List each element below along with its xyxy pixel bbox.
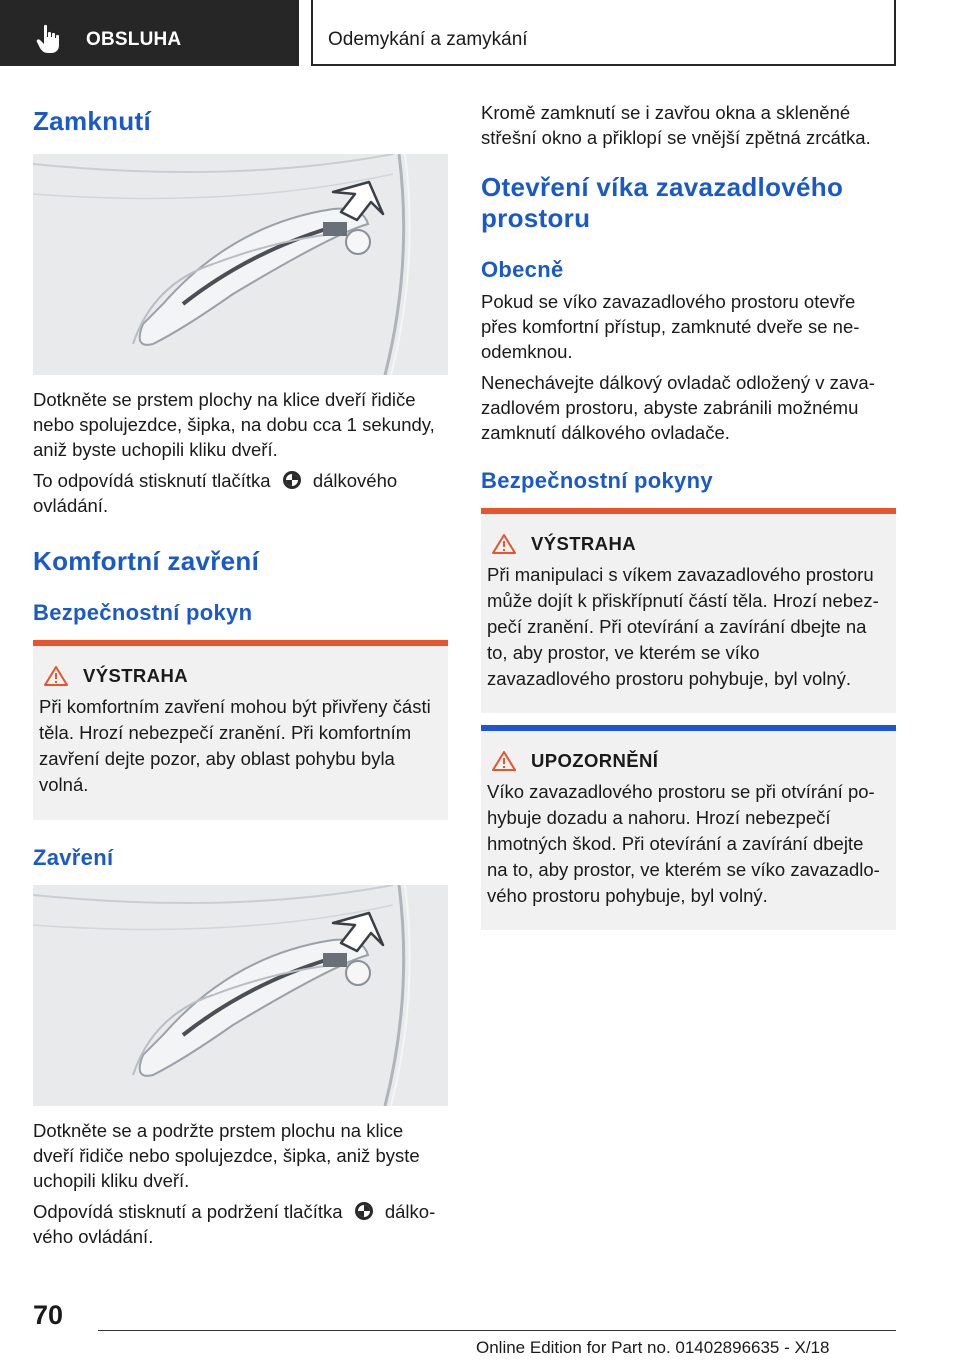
warning-body-right: Při manipulaci s víkem zavazadlového prostoru může dojít k přiskřípnutí částí těla. Hrozí nebezpečí zranění. Při otevírání a zavírání dbejte na to, aby prostor, ve kterém se víko zavazadlového prostoru pohybuje, byl volný. [487,564,879,689]
heading-zavreni: Zavření [33,845,114,870]
notice-title: UPOZORNĚNÍ [531,750,659,771]
heading-bezpecnostni-pokyny: Bezpečnostní pokyny [481,468,713,493]
notice-body: Víko zavazadlového prostoru se při otvírání pohybuje dozadu a nahoru. Hrozí nebezpečí hmotných škod. Při otevírání a zavírání dbejte na to, aby prostor, ve kterém se víko zavazadlového prostoru pohybuje, byl volný. [487,781,880,906]
left-column [33,100,448,1249]
warning-title-right: VÝSTRAHA [531,533,636,554]
paragraph-obecne-1: Pokud se víko zavazadlového prostoru otevře přes komfortní přístup, zamknuté dveře se neodemknou. [481,291,860,362]
bmw-lock-button-icon-2 [354,1201,374,1221]
footer-edition: Online Edition for Part no. 01402896635 - X/18 [476,1338,830,1357]
header-section-tab [0,0,299,66]
warning-box-right [481,508,896,713]
heading-bezpecnostni-pokyn: Bezpečnostní pokyn [33,600,253,625]
paragraph-zavreni-2a: Odpovídá stisknutí a podržení tlačítka [33,1201,343,1222]
paragraph-zamknuti-1: Dotkněte se prstem plochy na klice dveří řidiče nebo spolujezdce, šipka, na dobu cca 1 sekundy, aniž byste uchopili kliku dveří. [33,389,435,460]
heading-otevreni-vika: Otevření víka zavazadlového prostoru [481,172,844,233]
footer-divider [98,1330,896,1331]
notice-box-right [481,725,896,930]
paragraph-zamknuti-2b: dálkového ovládání. [33,470,398,516]
paragraph-zamknuti-2a: To odpovídá stisknutí tlačítka [33,470,271,491]
warning-triangle-icon [43,665,69,687]
heading-komfortni-zavreni: Komfortní zavření [33,546,260,576]
paragraph-obecne-2: Nenechávejte dálkový ovladač odložený v zavazadlovém prostoru, abyste zabránili možnému zamknutí dálkového ovladače. [481,372,875,443]
door-handle-drawing-2 [33,885,448,1106]
paragraph-kromě-zamknuti: Kromě zamknutí se i zavřou okna a skleněné střešní okno a přiklopí se vnější zpětná zrcátka. [481,102,871,148]
notice-header [487,749,888,773]
door-handle-illustration [33,154,448,375]
header-topic-label: Odemykání a zamykání [328,29,528,50]
warning-header-right [487,532,888,556]
hand-pointer-icon [36,24,62,54]
notice-triangle-icon [491,750,517,772]
warning-title: VÝSTRAHA [83,665,188,686]
paragraph-zavreni-2b: dálkového ovládání. [33,1201,436,1247]
paragraph-zamknuti-2 [33,468,448,518]
warning-body: Při komfortním zavření mohou být přivřeny části těla. Hrozí nebezpečí zranění. Při komfortním zavření dejte pozor, aby oblast pohybu byla volná. [39,696,431,795]
warning-box-left [33,640,448,820]
right-column [481,100,896,930]
header-section-label: OBSLUHA [86,29,182,50]
header-topic-box [311,0,896,66]
warning-triangle-icon-right [491,533,517,555]
paragraph-zavreni-1: Dotkněte se a podržte prstem plochu na klice dveří řidiče nebo spolujezdce, šipka, aniž byste uchopili kliku dveří. [33,1120,420,1191]
page-number: 70 [33,1300,64,1330]
bmw-lock-button-icon [282,470,302,490]
door-handle-drawing [33,154,448,375]
paragraph-zavreni-2 [33,1199,448,1249]
heading-obecne: Obecně [481,257,564,282]
warning-header [39,664,440,688]
door-handle-illustration-2 [33,885,448,1106]
heading-zamknuti: Zamknutí [33,106,151,136]
